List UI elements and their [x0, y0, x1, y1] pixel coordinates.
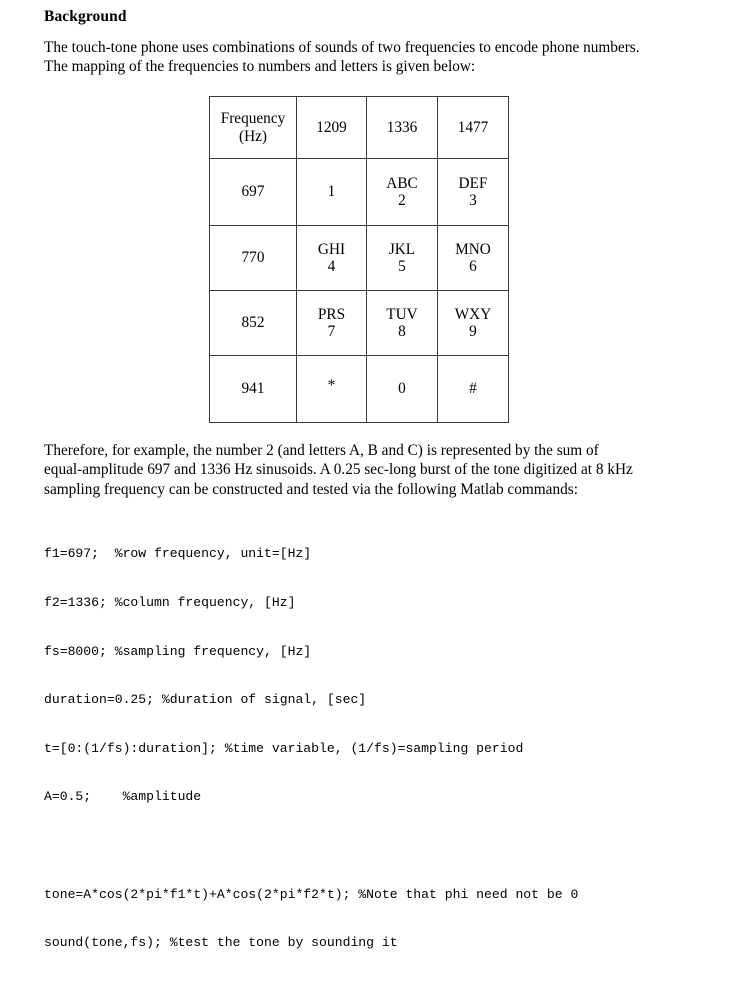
dtmf-frequency-table [209, 96, 509, 423]
keypad-digit: 6 [469, 258, 477, 275]
keypad-cell-2 [367, 159, 438, 226]
keypad-cell-5 [367, 226, 438, 291]
keypad-cell-9 [438, 291, 509, 356]
intro-line-1: The touch-tone phone uses combinations of sounds of two frequencies to encode phone numbers. [44, 39, 640, 56]
keypad-digit: # [469, 380, 477, 398]
code-line: tone=A*cos(2*pi*f1*t)+A*cos(2*pi*f2*t); %Note that phi need not be 0 [44, 886, 579, 902]
keypad-letters: ABC [386, 174, 418, 192]
keypad-digit: 1 [327, 183, 336, 201]
dtmf-frequency-table-container [209, 96, 509, 423]
row-frequency-697: 697 [210, 159, 297, 226]
keypad-digit: 8 [398, 323, 406, 340]
keypad-letters: DEF [458, 174, 488, 192]
intro-paragraph [44, 38, 704, 77]
explanation-paragraph [44, 441, 714, 499]
keypad-cell-hash [438, 356, 509, 423]
code-line: f1=697; %row frequency, unit=[Hz] [44, 546, 312, 562]
code-line: sound(tone,fs); %test the tone by sounding it [44, 935, 398, 951]
keypad-cell-4 [297, 226, 367, 291]
corner-label-line1: Frequency [220, 110, 286, 127]
matlab-code-block [44, 514, 578, 984]
keypad-cell-star [297, 356, 367, 423]
table-row [210, 291, 509, 356]
keypad-letters: WXY [454, 305, 492, 323]
code-line: A=0.5; %amplitude [44, 789, 202, 805]
keypad-letters: TUV [386, 305, 418, 323]
table-row [210, 159, 509, 226]
keypad-cell-3 [438, 159, 509, 226]
table-header-row [210, 97, 509, 159]
code-line: f2=1336; %column frequency, [Hz] [44, 595, 296, 611]
table-row [210, 226, 509, 291]
table-corner-header [210, 97, 297, 159]
code-line: fs=8000; %sampling frequency, [Hz] [44, 643, 312, 659]
explanation-line-1: Therefore, for example, the number 2 (and letters A, B and C) is represented by the sum of [44, 442, 599, 459]
keypad-cell-0 [367, 356, 438, 423]
code-line: duration=0.25; %duration of signal, [sec] [44, 692, 367, 708]
corner-label-line2: (Hz) [238, 127, 268, 145]
column-frequency-header-2: 1336 [367, 97, 438, 159]
keypad-letters: MNO [455, 240, 491, 258]
keypad-letters: PRS [317, 305, 346, 323]
keypad-digit: 9 [469, 323, 477, 340]
keypad-cell-7 [297, 291, 367, 356]
explanation-line-2: equal-amplitude 697 and 1336 Hz sinusoids. A 0.25 sec-long burst of the tone digitized at 8 kHz [44, 461, 633, 479]
row-frequency-852: 852 [210, 291, 297, 356]
keypad-letters: JKL [388, 240, 416, 258]
keypad-cell-8 [367, 291, 438, 356]
keypad-letters: GHI [317, 240, 346, 258]
keypad-digit: 7 [327, 323, 336, 340]
page-title: Background [44, 8, 127, 25]
column-frequency-header-3: 1477 [438, 97, 509, 159]
column-frequency-header-1: 1209 [297, 97, 367, 159]
row-frequency-770: 770 [210, 226, 297, 291]
keypad-digit: 5 [398, 258, 406, 275]
keypad-digit: * [327, 377, 336, 395]
row-frequency-941: 941 [210, 356, 297, 423]
keypad-cell-1 [297, 159, 367, 226]
keypad-digit: 4 [327, 258, 336, 275]
code-line: t=[0:(1/fs):duration]; %time variable, (1/fs)=sampling period [44, 740, 524, 756]
keypad-cell-6 [438, 226, 509, 291]
intro-line-2: The mapping of the frequencies to numbers and letters is given below: [44, 58, 476, 76]
keypad-digit: 0 [398, 380, 406, 398]
keypad-digit: 3 [469, 192, 477, 209]
explanation-line-3: sampling frequency can be constructed and tested via the following Matlab commands: [44, 480, 578, 498]
table-row [210, 356, 509, 423]
keypad-digit: 2 [398, 192, 406, 209]
code-line-blank [44, 838, 578, 854]
